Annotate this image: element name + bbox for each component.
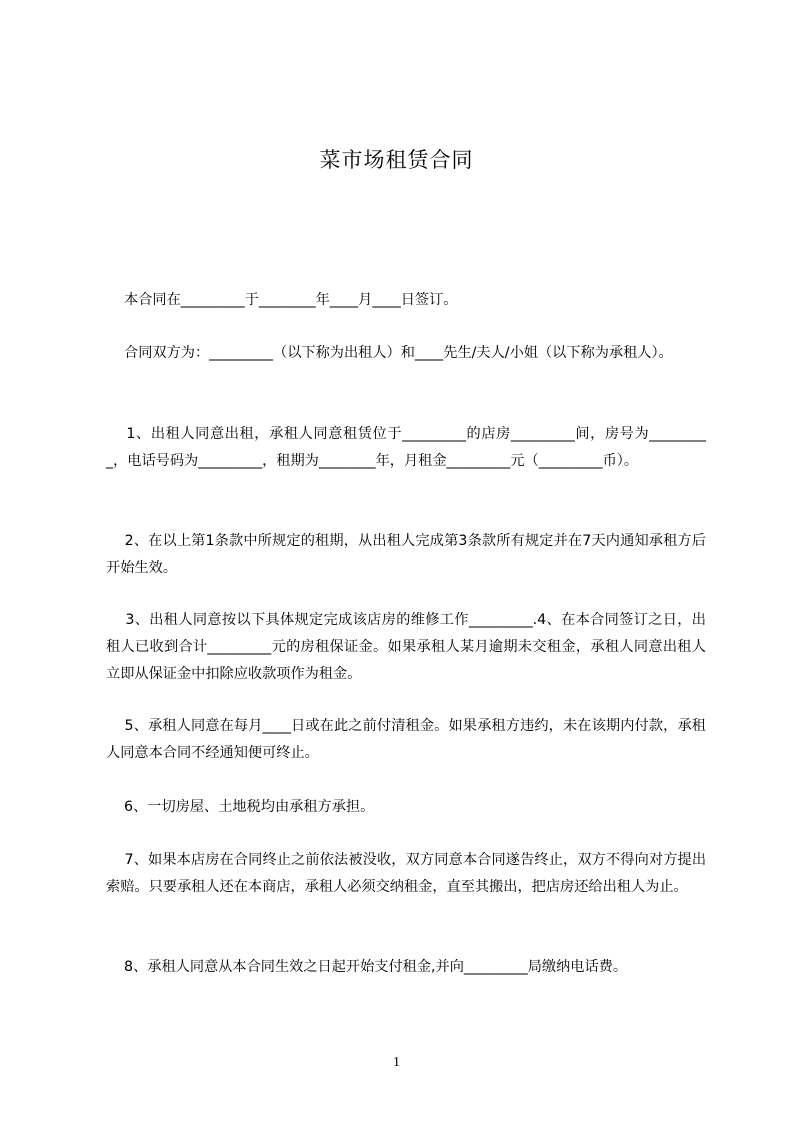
paragraph-clause-6	[106, 794, 706, 821]
paragraph-clause-8	[106, 954, 706, 981]
paragraph-clause-3-4	[106, 607, 706, 688]
paragraph-clause-7	[106, 847, 706, 901]
page-number: 1	[393, 1055, 400, 1070]
paragraph-text: 2、在以上第1条款中所规定的租期，从出租人完成第3条款所有规定并在7天内通知承租方后开始生效。	[106, 533, 706, 576]
paragraph-signing-date	[106, 287, 706, 314]
paragraph-text: 7、如果本店房在合同终止之前依法被没收，双方同意本合同遂告终止，双方不得向对方提出索赔。只要承租人还在本商店，承租人必须交纳租金，直至其搬出，把店房还给出租人为止。	[106, 852, 707, 895]
paragraph-clause-5	[106, 713, 706, 767]
paragraph-text: 5、承租人同意在每月____日或在此之前付清租金。如果承租方违约，未在该期内付款，承租人同意本合同不经通知便可终止。	[106, 718, 706, 761]
paragraph-text: 合同双方为：_________（以下称为出租人）和____先生/夫人/小姐（以下称为承租人）。	[124, 345, 673, 361]
paragraph-text: 3、出租人同意按以下具体规定完成该店房的维修工作_________.4、在本合同签订之日，出租人已收到合计_________元的房租保证金。如果承租人某月逾期未交租金，承租人同意出租人立即从保证金中扣除应收款项作为租金。	[106, 612, 706, 682]
paragraph-text: 本合同在_________于________年____月____日签订。	[124, 292, 458, 308]
paragraph-clause-2	[106, 528, 706, 582]
document-title: 菜市场租赁合同	[319, 148, 474, 172]
paragraph-parties	[106, 340, 706, 367]
paragraph-text: 1、出租人同意出租，承租人同意租赁位于_________的店房_________间，房号为_________，电话号码为_________，租期为________年，月租金_________元（_________币）。	[106, 426, 706, 469]
paragraph-clause-1	[106, 421, 706, 475]
paragraph-text: 8、承租人同意从本合同生效之日起开始支付租金,并向_________局缴纳电话费。	[124, 959, 628, 975]
paragraph-text: 6、一切房屋、土地税均由承租方承担。	[124, 799, 375, 815]
